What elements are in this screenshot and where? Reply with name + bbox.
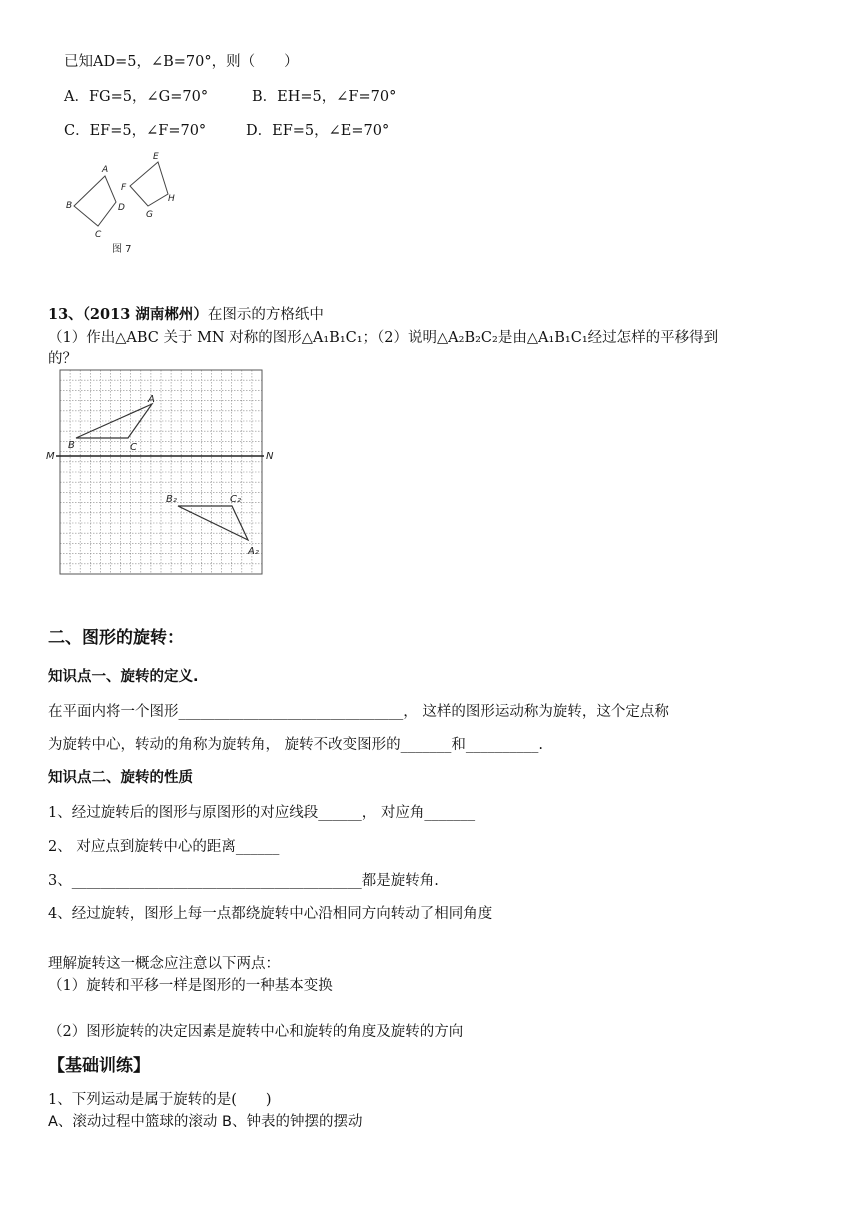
label-d: D — [118, 203, 125, 213]
knowledge-point-1-title: 知识点一、旋转的定义. — [48, 669, 199, 685]
quadrilateral-efgh — [130, 162, 168, 206]
property-4: 4、经过旋转，图形上每一点都绕旋转中心沿相同方向转动了相同角度 — [48, 906, 493, 922]
q12-stem: 已知AD=5，∠B=70°，则（ ） — [64, 54, 299, 70]
training-heading: 【基础训练】 — [48, 1056, 150, 1076]
label-g: G — [146, 210, 153, 220]
note-1: （1）旋转和平移一样是图形的一种基本变换 — [48, 978, 333, 994]
training-question-1-options: A、滚动过程中篮球的滚动 B、钟表的钟摆的摆动 — [48, 1114, 363, 1130]
q12-quadrilateral-figure — [60, 148, 200, 260]
label-grid-a: A — [148, 394, 155, 405]
grid-lines — [60, 370, 262, 574]
knowledge-point-1-line1: 在平面内将一个图形_______________________________， 这样的图形运动称为旋转，这个定点称 — [48, 704, 669, 720]
note-2: （2）图形旋转的决定因素是旋转中心和旋转的角度及旋转的方向 — [48, 1024, 464, 1040]
label-b: B — [66, 201, 73, 211]
label-e: E — [153, 152, 159, 162]
property-3: 3、________________________________________都是旋转角. — [48, 873, 439, 889]
label-c: C — [95, 230, 102, 240]
label-grid-a2: A₂ — [248, 546, 259, 557]
q13-grid-figure — [44, 368, 280, 580]
q13-title-text: 在图示的方格纸中 — [207, 307, 324, 323]
label-a: A — [102, 165, 109, 175]
knowledge-point-2-title: 知识点二、旋转的性质 — [48, 770, 193, 786]
section-heading-rotation: 二、图形的旋转： — [48, 628, 184, 648]
label-h: H — [168, 194, 175, 204]
label-n: N — [266, 451, 274, 462]
label-grid-c2: C₂ — [230, 494, 241, 505]
label-m: M — [46, 451, 55, 462]
label-grid-b2: B₂ — [166, 494, 177, 505]
training-question-1: 1、下列运动是属于旋转的是( ) — [48, 1092, 272, 1108]
label-grid-b: B — [68, 440, 75, 451]
note-intro: 理解旋转这一概念应注意以下两点： — [48, 956, 280, 972]
q13-source: （2013 湖南郴州） — [82, 306, 208, 323]
q13-number: 13、 — [48, 306, 83, 323]
q13-line2: 的？ — [48, 351, 77, 367]
q13-title — [48, 305, 324, 325]
knowledge-point-1-line2: 为旋转中心，转动的角称为旋转角， 旋转不改变图形的_______和__________. — [48, 737, 543, 753]
q13-line1: （1）作出△ABC 关于 MN 对称的图形△A₁B₁C₁；（2）说明△A₂B₂C₂是由△A₁B₁C₁经过怎样的平移得到 — [48, 330, 719, 346]
q12-option-c: C．EF=5，∠F=70° — [64, 123, 207, 139]
quadrilateral-abcd — [74, 176, 116, 226]
property-2: 2、 对应点到旋转中心的距离______ — [48, 839, 280, 855]
label-f: F — [121, 183, 127, 193]
property-1: 1、经过旋转后的图形与原图形的对应线段______， 对应角_______ — [48, 805, 476, 821]
q12-option-b: B．EH=5，∠F=70° — [252, 89, 397, 105]
q12-option-d: D．EF=5，∠E=70° — [246, 123, 390, 139]
label-grid-c: C — [130, 442, 137, 453]
figure-caption: 图 7 — [112, 244, 132, 255]
q12-option-a: A．FG=5，∠G=70° — [64, 89, 209, 105]
